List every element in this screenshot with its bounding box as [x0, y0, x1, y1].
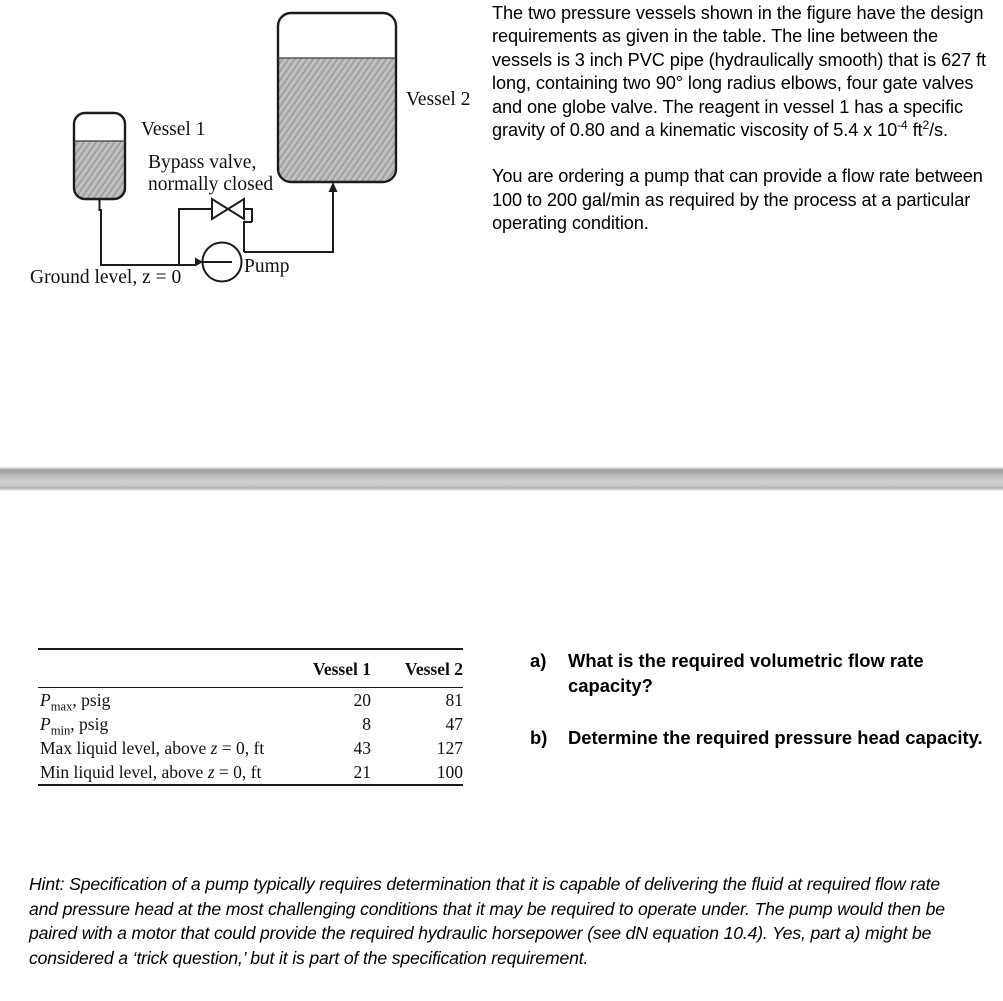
- p-subscript: min: [50, 723, 71, 737]
- problem-paragraph-1-mid: ft: [907, 120, 923, 141]
- label-bypass-valve-line1: Bypass valve,: [148, 152, 257, 173]
- cell-vessel-1: 43: [353, 737, 371, 758]
- problem-statement: [492, 2, 992, 236]
- vessel-1-liquid: [74, 141, 125, 201]
- z-symbol: z: [207, 761, 215, 782]
- label-pump: Pump: [244, 256, 290, 277]
- section-divider-bar: [0, 466, 1003, 491]
- table-row: [38, 712, 463, 736]
- design-requirements-table-panel: [38, 648, 463, 786]
- bypass-valve-icon: [212, 199, 244, 219]
- question-item-b: [530, 725, 990, 750]
- problem-paragraph-1-tail: /s.: [929, 120, 948, 141]
- hint-text: Hint: Specification of a pump typically requires determination that it is capable of delivering the fluid at required flow rate and pressure head at the most challenging conditions that it may be required to operate under. The pump would then be paired with a motor that could provide the required hydraulic horsepower (see dN equation 10.4). Yes, part a) might be considered a ‘trick question,’ but it is part of the specification requirement.: [29, 874, 945, 968]
- pump-outlet-line: [244, 222, 252, 252]
- vessel-2-inlet-arrow: [329, 182, 338, 192]
- question-a-marker: a): [530, 650, 547, 671]
- question-b-text: Determine the required pressure head capacity.: [568, 727, 983, 748]
- hint-panel: [29, 872, 969, 970]
- cell-vessel-1: 20: [353, 689, 371, 710]
- table-row: [38, 736, 463, 760]
- problem-paragraph-2: You are ordering a pump that can provide a flow rate between 100 to 200 gal/min as required by the process at a particular operating condition.: [492, 166, 983, 234]
- top-section: [0, 0, 1003, 466]
- min-level-text-b: = 0, ft: [214, 761, 262, 782]
- cell-vessel-1: 8: [362, 713, 371, 734]
- z-symbol: z: [210, 737, 218, 758]
- vessel-2-liquid: [278, 58, 396, 184]
- p-subscript: max: [50, 699, 73, 713]
- cell-vessel-1: 21: [353, 761, 371, 782]
- table-header-vessel-2: Vessel 2: [404, 659, 463, 679]
- process-diagram-svg: [0, 0, 490, 310]
- pump-icon: [195, 243, 242, 282]
- question-a-text: What is the required volumetric flow rate capacity?: [568, 650, 924, 696]
- max-level-text-a: Max liquid level, above: [40, 737, 211, 758]
- question-item-a: [530, 648, 990, 698]
- label-ground-level: Ground level, z = 0: [30, 267, 182, 288]
- row-label-p-max: [38, 688, 286, 713]
- questions-panel: [530, 648, 990, 750]
- table-header-label-col: [38, 649, 286, 688]
- vessel-1-group: [74, 113, 125, 201]
- row-label-p-min: [38, 712, 286, 736]
- label-vessel-2: Vessel 2: [406, 89, 471, 110]
- table-row: [38, 688, 463, 713]
- exponent-minus-four: -4: [897, 117, 908, 132]
- table-head: [38, 649, 463, 688]
- p-symbol: P: [40, 689, 51, 710]
- vessel-2-group: [278, 13, 396, 184]
- problem-paragraph-1: [492, 2, 992, 142]
- label-bypass-valve-line2: normally closed: [148, 174, 274, 195]
- discharge-header-line: [244, 192, 333, 252]
- row-label-max-liquid-level: [38, 736, 286, 760]
- table-row: [38, 760, 463, 785]
- cell-vessel-2: 47: [445, 713, 463, 734]
- max-level-text-b: = 0, ft: [217, 737, 265, 758]
- table-body: [38, 688, 463, 786]
- process-diagram: [0, 0, 490, 310]
- row-label-min-liquid-level: [38, 760, 286, 785]
- p-units: , psig: [70, 713, 109, 734]
- design-requirements-table: [38, 648, 463, 786]
- question-b-marker: b): [530, 727, 548, 748]
- problem-paragraph-1-lead: The two pressure vessels shown in the figure have the design requirements as given in the table. The line between the vessels is 3 inch PVC pipe (hydraulically smooth) that is 627 ft long, containing two 90° long radius elbows, four gate valves and one globe valve. The reagent in vessel 1 has a specific gravity of 0.80 and a kinematic viscosity of 5.4 x 10: [492, 3, 986, 141]
- min-level-text-a: Min liquid level, above: [40, 761, 208, 782]
- table-header-vessel-1: Vessel 1: [312, 659, 371, 679]
- table-header-row: [38, 649, 463, 688]
- label-vessel-1: Vessel 1: [141, 119, 206, 140]
- exponent-squared: 2: [922, 117, 930, 132]
- p-symbol: P: [40, 713, 51, 734]
- cell-vessel-2: 100: [436, 761, 463, 782]
- cell-vessel-2: 127: [436, 737, 463, 758]
- cell-vessel-2: 81: [445, 689, 463, 710]
- p-units: , psig: [72, 689, 111, 710]
- bypass-right-leg: [244, 209, 252, 222]
